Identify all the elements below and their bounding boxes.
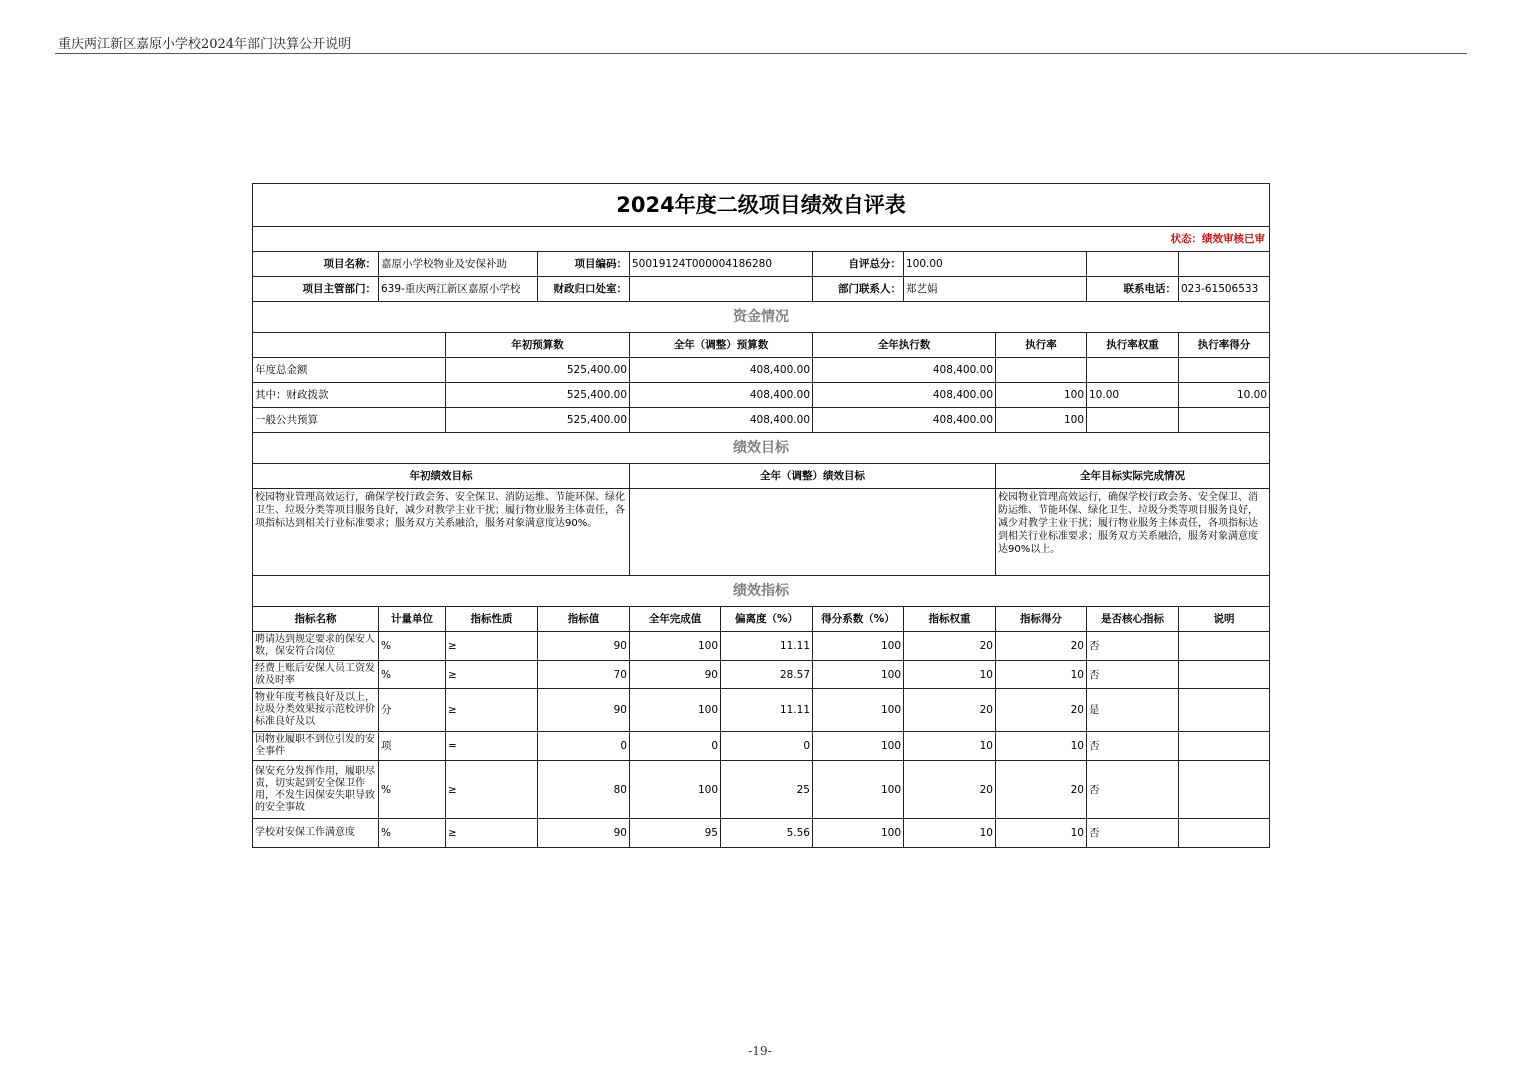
indicator-nature: ≥ — [446, 761, 538, 819]
indicator-actual: 0 — [630, 732, 721, 761]
ind-header-name: 指标名称 — [253, 607, 379, 632]
funds-row-name: 其中：财政拨款 — [253, 383, 446, 408]
indicator-core: 否 — [1087, 732, 1179, 761]
ind-header-target: 指标值 — [538, 607, 630, 632]
goals-header-actual: 全年目标实际完成情况 — [996, 464, 1270, 489]
form-title: 2024年度二级项目绩效自评表 — [253, 184, 1270, 227]
indicator-unit: % — [379, 819, 446, 848]
funds-row-executed: 408,400.00 — [813, 383, 996, 408]
indicator-row — [253, 689, 1270, 732]
project-name-value: 嘉原小学校物业及安保补助 — [379, 252, 538, 277]
funds-header-adjusted: 全年（调整）预算数 — [630, 333, 813, 358]
indicator-score: 20 — [996, 632, 1087, 661]
indicator-note — [1179, 632, 1270, 661]
funds-row — [253, 408, 1270, 433]
ind-header-score: 指标得分 — [996, 607, 1087, 632]
funds-row-name: 一般公共预算 — [253, 408, 446, 433]
ind-header-weight: 指标权重 — [904, 607, 996, 632]
indicator-target: 80 — [538, 761, 630, 819]
finance-office-label: 财政归口处室： — [538, 277, 630, 302]
ind-header-unit: 计量单位 — [379, 607, 446, 632]
funds-header-score: 执行率得分 — [1179, 333, 1270, 358]
indicator-name: 物业年度考核良好及以上，垃圾分类效果按示范校评价标准良好及以 — [253, 689, 379, 732]
dept-label: 项目主管部门： — [253, 277, 379, 302]
performance-evaluation-form — [252, 183, 1269, 848]
indicator-name: 聘请达到规定要求的保安人数，保安符合岗位 — [253, 632, 379, 661]
project-code-value: 50019124T000004186280 — [630, 252, 813, 277]
funds-header-weight: 执行率权重 — [1087, 333, 1179, 358]
funds-row-score — [1179, 358, 1270, 383]
indicator-coef: 100 — [813, 761, 904, 819]
indicator-target: 90 — [538, 819, 630, 848]
project-name-label: 项目名称： — [253, 252, 379, 277]
dept-value: 639-重庆两江新区嘉原小学校 — [379, 277, 538, 302]
goal-adjusted-text — [630, 489, 996, 576]
indicator-core: 是 — [1087, 689, 1179, 732]
indicator-weight: 20 — [904, 761, 996, 819]
header-rule — [55, 53, 1467, 54]
indicator-actual: 100 — [630, 689, 721, 732]
indicator-core: 否 — [1087, 632, 1179, 661]
ind-header-note: 说明 — [1179, 607, 1270, 632]
funds-row — [253, 358, 1270, 383]
project-code-label: 项目编码： — [538, 252, 630, 277]
indicator-coef: 100 — [813, 689, 904, 732]
funds-row-weight — [1087, 358, 1179, 383]
status-badge: 状态：绩效审核已审 — [253, 227, 1270, 252]
funds-row-adjusted: 408,400.00 — [630, 383, 813, 408]
indicator-nature: ≥ — [446, 632, 538, 661]
funds-row-rate — [996, 358, 1087, 383]
indicator-nature: ≥ — [446, 819, 538, 848]
funds-row-rate: 100 — [996, 383, 1087, 408]
indicator-name: 学校对安保工作满意度 — [253, 819, 379, 848]
funds-row-adjusted: 408,400.00 — [630, 408, 813, 433]
indicator-score: 10 — [996, 732, 1087, 761]
indicator-deviation: 5.56 — [721, 819, 813, 848]
funds-row — [253, 383, 1270, 408]
indicator-target: 0 — [538, 732, 630, 761]
contact-value: 郑艺娟 — [904, 277, 1087, 302]
funds-row-adjusted: 408,400.00 — [630, 358, 813, 383]
indicator-nature: ≥ — [446, 661, 538, 689]
indicator-coef: 100 — [813, 632, 904, 661]
contact-label: 部门联系人： — [813, 277, 904, 302]
indicator-score: 10 — [996, 819, 1087, 848]
indicator-coef: 100 — [813, 732, 904, 761]
indicator-coef: 100 — [813, 819, 904, 848]
funds-header-executed: 全年执行数 — [813, 333, 996, 358]
ind-header-deviation: 偏离度（%） — [721, 607, 813, 632]
indicator-row — [253, 819, 1270, 848]
indicator-unit: % — [379, 632, 446, 661]
indicator-actual: 95 — [630, 819, 721, 848]
funds-row-score — [1179, 408, 1270, 433]
funds-row-rate: 100 — [996, 408, 1087, 433]
indicator-note — [1179, 661, 1270, 689]
indicator-note — [1179, 689, 1270, 732]
indicator-score: 20 — [996, 761, 1087, 819]
indicator-core: 否 — [1087, 661, 1179, 689]
empty-cell — [1087, 252, 1179, 277]
indicator-actual: 90 — [630, 661, 721, 689]
indicator-target: 90 — [538, 632, 630, 661]
indicator-score: 20 — [996, 689, 1087, 732]
funds-row-name: 年度总金额 — [253, 358, 446, 383]
funds-section-title: 资金情况 — [253, 302, 1270, 333]
indicator-unit: 分 — [379, 689, 446, 732]
indicator-nature: = — [446, 732, 538, 761]
page-number: -19- — [748, 1044, 772, 1058]
goal-initial-text: 校园物业管理高效运行，确保学校行政会务、安全保卫、消防运维、节能环保、绿化卫生、垃圾分类等项目服务良好，减少对教学主业干扰；履行物业服务主体责任，各项指标达到相关行业标准要求；服务双方关系融洽，服务对象满意度达90%。 — [253, 489, 630, 576]
phone-label: 联系电话： — [1087, 277, 1179, 302]
indicator-unit: % — [379, 661, 446, 689]
funds-row-weight — [1087, 408, 1179, 433]
indicator-actual: 100 — [630, 632, 721, 661]
ind-header-actual: 全年完成值 — [630, 607, 721, 632]
indicator-weight: 10 — [904, 732, 996, 761]
indicator-weight: 20 — [904, 689, 996, 732]
indicator-note — [1179, 819, 1270, 848]
indicator-weight: 10 — [904, 819, 996, 848]
indicator-row — [253, 632, 1270, 661]
indicator-note — [1179, 761, 1270, 819]
indicator-deviation: 11.11 — [721, 689, 813, 732]
indicator-deviation: 25 — [721, 761, 813, 819]
indicator-deviation: 0 — [721, 732, 813, 761]
goals-section-title: 绩效目标 — [253, 433, 1270, 464]
self-score-label: 自评总分： — [813, 252, 904, 277]
funds-row-executed: 408,400.00 — [813, 358, 996, 383]
self-score-value: 100.00 — [904, 252, 1087, 277]
indicator-row — [253, 661, 1270, 689]
goals-header-adjusted: 全年（调整）绩效目标 — [630, 464, 996, 489]
funds-row-initial: 525,400.00 — [446, 383, 630, 408]
indicator-name: 经费上账后安保人员工资发放及时率 — [253, 661, 379, 689]
goal-actual-text: 校园物业管理高效运行，确保学校行政会务、安全保卫、消防运维、节能环保、绿化卫生、垃圾分类等项目服务良好，减少对教学主业干扰；履行物业服务主体责任，各项指标达到相关行业标准要求；服务双方关系融洽，服务对象满意度达90%以上。 — [996, 489, 1270, 576]
indicator-row — [253, 732, 1270, 761]
indicator-core: 否 — [1087, 761, 1179, 819]
indicator-name: 保安充分发挥作用，履职尽责，切实起到安全保卫作用，不发生因保安失职导致的安全事故 — [253, 761, 379, 819]
indicator-deviation: 11.11 — [721, 632, 813, 661]
ind-header-nature: 指标性质 — [446, 607, 538, 632]
empty-cell — [1179, 252, 1270, 277]
page-header: 重庆两江新区嘉原小学校2024年部门决算公开说明 — [58, 37, 352, 52]
funds-row-initial: 525,400.00 — [446, 408, 630, 433]
indicator-target: 70 — [538, 661, 630, 689]
funds-row-initial: 525,400.00 — [446, 358, 630, 383]
funds-header-initial: 年初预算数 — [446, 333, 630, 358]
indicator-target: 90 — [538, 689, 630, 732]
indicator-deviation: 28.57 — [721, 661, 813, 689]
goals-header-initial: 年初绩效目标 — [253, 464, 630, 489]
indicator-coef: 100 — [813, 661, 904, 689]
finance-office-value — [630, 277, 813, 302]
form-table — [252, 183, 1270, 848]
indicator-actual: 100 — [630, 761, 721, 819]
phone-value: 023-61506533 — [1179, 277, 1270, 302]
indicators-section-title: 绩效指标 — [253, 576, 1270, 607]
indicator-weight: 20 — [904, 632, 996, 661]
indicator-nature: ≥ — [446, 689, 538, 732]
indicator-row — [253, 761, 1270, 819]
funds-row-score: 10.00 — [1179, 383, 1270, 408]
indicator-unit: % — [379, 761, 446, 819]
indicator-unit: 项 — [379, 732, 446, 761]
indicator-note — [1179, 732, 1270, 761]
indicator-core: 否 — [1087, 819, 1179, 848]
ind-header-coef: 得分系数（%） — [813, 607, 904, 632]
indicator-score: 10 — [996, 661, 1087, 689]
funds-row-weight: 10.00 — [1087, 383, 1179, 408]
funds-header-blank — [253, 333, 446, 358]
funds-header-rate: 执行率 — [996, 333, 1087, 358]
indicator-weight: 10 — [904, 661, 996, 689]
ind-header-core: 是否核心指标 — [1087, 607, 1179, 632]
indicator-name: 因物业履职不到位引发的安全事件 — [253, 732, 379, 761]
funds-row-executed: 408,400.00 — [813, 408, 996, 433]
